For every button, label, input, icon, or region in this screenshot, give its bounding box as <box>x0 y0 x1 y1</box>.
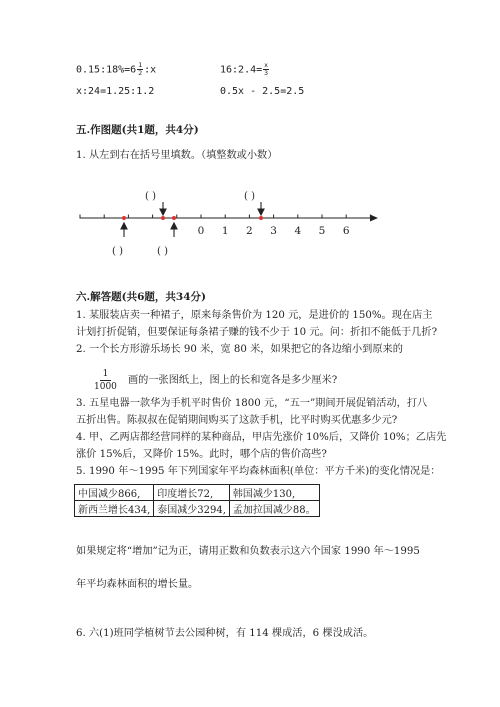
equation-4: 0.5x - 2.5=2.5 <box>220 86 305 97</box>
number-line-label: 2 <box>246 225 253 237</box>
equation-2-left: 16:2.4= <box>220 64 263 76</box>
number-line-label: 6 <box>342 225 350 237</box>
table-cell: 泰国减少3294, <box>154 501 230 517</box>
number-line-label: 1 <box>221 225 229 237</box>
number-line-point <box>259 216 263 220</box>
number-line-label: 0 <box>197 225 205 237</box>
paren-top-1: ( ) <box>145 191 156 202</box>
section-6-title: 六.解答题(共6题，共34分) <box>76 291 207 303</box>
table-cell: 韩国减少130, <box>229 485 319 501</box>
section-6-q2-line2: 画的一张图纸上，图上的长和宽各是多少厘米? <box>128 375 338 386</box>
table-cell: 中国减少866, <box>75 485 154 501</box>
number-line-arrowhead <box>370 215 378 222</box>
arrow-up-1 <box>121 223 127 237</box>
equation-2-fraction: $\frac{x}{3}$ <box>264 61 269 77</box>
number-line-label: 5 <box>318 225 326 237</box>
table-cell: 印度增长72, <box>154 485 230 501</box>
section-6-q6-line1: 6. 六(1)班同学植树节去公园种树，有 114 棵成活，6 棵没成活。 <box>76 628 374 639</box>
equation-1-left: 0.15:18%=6 <box>76 64 137 76</box>
section-6-q3-line2: 五折出售。陈叔叔在促销期间购买了这款手机，比平时购买优惠多少元? <box>76 415 398 426</box>
paren-bottom-2: ( ) <box>157 246 168 257</box>
equation-1-fraction: $\frac{1}{2}$ <box>138 61 143 77</box>
equation-1-right: :x <box>144 64 157 76</box>
section-6-q4-line1: 4. 甲、乙两店都经营同样的某种商品，甲店先涨价 10%后，又降价 10%；乙店先 <box>76 432 447 443</box>
number-line-label: 4 <box>294 225 302 237</box>
table-row <box>75 501 320 517</box>
section-6-q3-line1: 3. 五星电器一款华为手机平时售价 1800 元，“五一”期间开展促销活动，打八 <box>76 398 428 409</box>
number-line-point <box>122 216 126 220</box>
number-line-point <box>172 216 176 220</box>
equation-3: x:24=1.25:1.2 <box>76 86 155 97</box>
section-6-q5-line3: 年平均森林面积的增长量。 <box>76 579 199 590</box>
table-cell: 孟加拉国减少88。 <box>229 501 319 517</box>
arrow-down-1 <box>160 202 166 215</box>
forest-area-table <box>74 484 320 517</box>
section-6-q5-line1: 5. 1990 年～1995 年下列国家年平均森林面积(单位：平方千米)的变化情况是： <box>76 466 441 477</box>
scale-fraction: 1 1000 <box>94 369 117 392</box>
table-row <box>75 485 320 501</box>
section-5-title: 五.作图题(共1题，共4分) <box>76 124 199 136</box>
paren-bottom-1: ( ) <box>112 246 123 257</box>
section-6-q1-line2: 计划打折促销，但要保证每条裙子赚的钱不少于 10 元。问：折扣不能低于几折? <box>76 327 438 338</box>
section-6-q5-line2: 如果规定将“增加”记为正，请用正数和负数表示这六个国家 1990 年～1995 <box>76 546 420 557</box>
arrow-down-2 <box>258 202 264 215</box>
number-line-label: 3 <box>270 225 277 237</box>
section-6-q2-line1: 2. 一个长方形游乐场长 90 米，宽 80 米，如果把它的各边缩小到原来的 <box>76 344 403 355</box>
section-6-q4-line2: 涨价 15%后，又降价 15%。此时，哪个店的售价高些? <box>76 449 327 460</box>
arrow-up-2 <box>171 223 177 237</box>
paren-top-2: ( ) <box>244 191 255 202</box>
section-5-question-1: 1. 从左到右在括号里填数。（填整数或小数） <box>76 150 278 161</box>
table-cell: 新西兰增长434, <box>75 501 154 517</box>
section-6-q1-line1: 1. 某服装店卖一种裙子，原来每条售价为 120 元，是进价的 150%。现在店主 <box>76 310 433 321</box>
equation-2 <box>220 62 270 77</box>
equation-1 <box>76 62 156 77</box>
number-line-figure <box>0 180 500 260</box>
number-line-point <box>161 216 165 220</box>
